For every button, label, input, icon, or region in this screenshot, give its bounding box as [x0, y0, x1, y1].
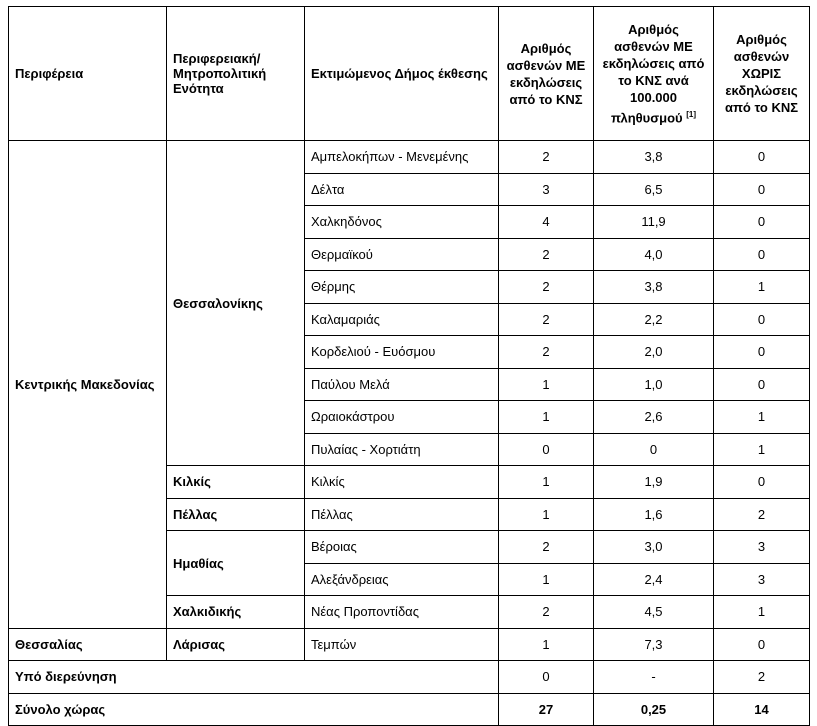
- total-patients-without: 14: [714, 693, 810, 726]
- cases-table: [8, 6, 810, 726]
- municipality-cell: Κιλκίς: [305, 466, 499, 499]
- patients-with-cell: 2: [499, 238, 594, 271]
- patients-without-cell: 0: [714, 206, 810, 239]
- per100k-cell: 6,5: [594, 173, 714, 206]
- patients-without-cell: 0: [714, 303, 810, 336]
- per100k-cell: -: [594, 661, 714, 694]
- footnote-marker: [1]: [686, 109, 696, 119]
- patients-without-cell: 0: [714, 336, 810, 369]
- municipality-cell: Νέας Προποντίδας: [305, 596, 499, 629]
- per100k-cell: 1,6: [594, 498, 714, 531]
- municipality-cell: Τεμπών: [305, 628, 499, 661]
- patients-with-cell: 4: [499, 206, 594, 239]
- municipality-cell: Αμπελοκήπων - Μενεμένης: [305, 141, 499, 174]
- investigation-label: Υπό διερεύνηση: [9, 661, 499, 694]
- patients-without-cell: 1: [714, 271, 810, 304]
- patients-without-cell: 1: [714, 401, 810, 434]
- per100k-cell: 1,9: [594, 466, 714, 499]
- patients-with-cell: 2: [499, 303, 594, 336]
- municipality-cell: Δέλτα: [305, 173, 499, 206]
- per100k-cell: 7,3: [594, 628, 714, 661]
- header-region: Περιφέρεια: [9, 7, 167, 141]
- patients-without-cell: 1: [714, 433, 810, 466]
- patients-with-cell: 1: [499, 498, 594, 531]
- header-per100k: [594, 7, 714, 141]
- patients-with-cell: 2: [499, 336, 594, 369]
- header-patients-with: Αριθμός ασθενών ΜΕ εκδηλώσεις από το ΚΝΣ: [499, 7, 594, 141]
- municipality-cell: Θερμαϊκού: [305, 238, 499, 271]
- total-row: [9, 693, 810, 726]
- patients-without-cell: 0: [714, 466, 810, 499]
- per100k-cell: 3,0: [594, 531, 714, 564]
- patients-with-cell: 1: [499, 401, 594, 434]
- per100k-cell: 2,0: [594, 336, 714, 369]
- header-patients-without: Αριθμός ασθενών ΧΩΡΙΣ εκδηλώσεις από το ΚΝΣ: [714, 7, 810, 141]
- region-cell: Κεντρικής Μακεδονίας: [9, 141, 167, 629]
- region-cell: Θεσσαλίας: [9, 628, 167, 661]
- total-label: Σύνολο χώρας: [9, 693, 499, 726]
- per100k-cell: 0: [594, 433, 714, 466]
- per100k-cell: 4,5: [594, 596, 714, 629]
- header-row: [9, 7, 810, 141]
- table-row: [9, 141, 810, 174]
- patients-with-cell: 1: [499, 466, 594, 499]
- patients-with-cell: 0: [499, 433, 594, 466]
- unit-cell: Χαλκιδικής: [167, 596, 305, 629]
- per100k-cell: 2,6: [594, 401, 714, 434]
- patients-without-cell: 0: [714, 173, 810, 206]
- header-per100k-text: Αριθμός ασθενών ΜΕ εκδηλώσεις από το ΚΝΣ ανά 100.000 πληθυσμού: [602, 21, 705, 126]
- patients-without-cell: 1: [714, 596, 810, 629]
- municipality-cell: Αλεξάνδρειας: [305, 563, 499, 596]
- municipality-cell: Πέλλας: [305, 498, 499, 531]
- patients-without-cell: 2: [714, 498, 810, 531]
- unit-cell: Πέλλας: [167, 498, 305, 531]
- header-unit: Περιφερειακή/ Μητροπολιτική Ενότητα: [167, 7, 305, 141]
- municipality-cell: Πυλαίας - Χορτιάτη: [305, 433, 499, 466]
- municipality-cell: Βέροιας: [305, 531, 499, 564]
- patients-without-cell: 2: [714, 661, 810, 694]
- per100k-cell: 1,0: [594, 368, 714, 401]
- patients-with-cell: 0: [499, 661, 594, 694]
- municipality-cell: Καλαμαριάς: [305, 303, 499, 336]
- patients-with-cell: 1: [499, 628, 594, 661]
- patients-without-cell: 3: [714, 531, 810, 564]
- total-patients-with: 27: [499, 693, 594, 726]
- table-row: [9, 628, 810, 661]
- unit-cell: Κιλκίς: [167, 466, 305, 499]
- patients-with-cell: 3: [499, 173, 594, 206]
- header-municipality: Εκτιμώμενος Δήμος έκθεσης: [305, 7, 499, 141]
- unit-cell: Θεσσαλονίκης: [167, 141, 305, 466]
- patients-without-cell: 0: [714, 368, 810, 401]
- municipality-cell: Ωραιοκάστρου: [305, 401, 499, 434]
- per100k-cell: 2,2: [594, 303, 714, 336]
- unit-cell: Ημαθίας: [167, 531, 305, 596]
- patients-without-cell: 0: [714, 141, 810, 174]
- patients-without-cell: 0: [714, 628, 810, 661]
- municipality-cell: Χαλκηδόνος: [305, 206, 499, 239]
- per100k-cell: 3,8: [594, 141, 714, 174]
- patients-with-cell: 1: [499, 563, 594, 596]
- municipality-cell: Θέρμης: [305, 271, 499, 304]
- patients-without-cell: 0: [714, 238, 810, 271]
- per100k-cell: 11,9: [594, 206, 714, 239]
- patients-with-cell: 2: [499, 271, 594, 304]
- patients-without-cell: 3: [714, 563, 810, 596]
- total-per100k: 0,25: [594, 693, 714, 726]
- municipality-cell: Παύλου Μελά: [305, 368, 499, 401]
- patients-with-cell: 2: [499, 141, 594, 174]
- patients-with-cell: 1: [499, 368, 594, 401]
- unit-cell: Λάρισας: [167, 628, 305, 661]
- patients-with-cell: 2: [499, 596, 594, 629]
- per100k-cell: 4,0: [594, 238, 714, 271]
- per100k-cell: 2,4: [594, 563, 714, 596]
- per100k-cell: 3,8: [594, 271, 714, 304]
- patients-with-cell: 2: [499, 531, 594, 564]
- municipality-cell: Κορδελιού - Ευόσμου: [305, 336, 499, 369]
- investigation-row: [9, 661, 810, 694]
